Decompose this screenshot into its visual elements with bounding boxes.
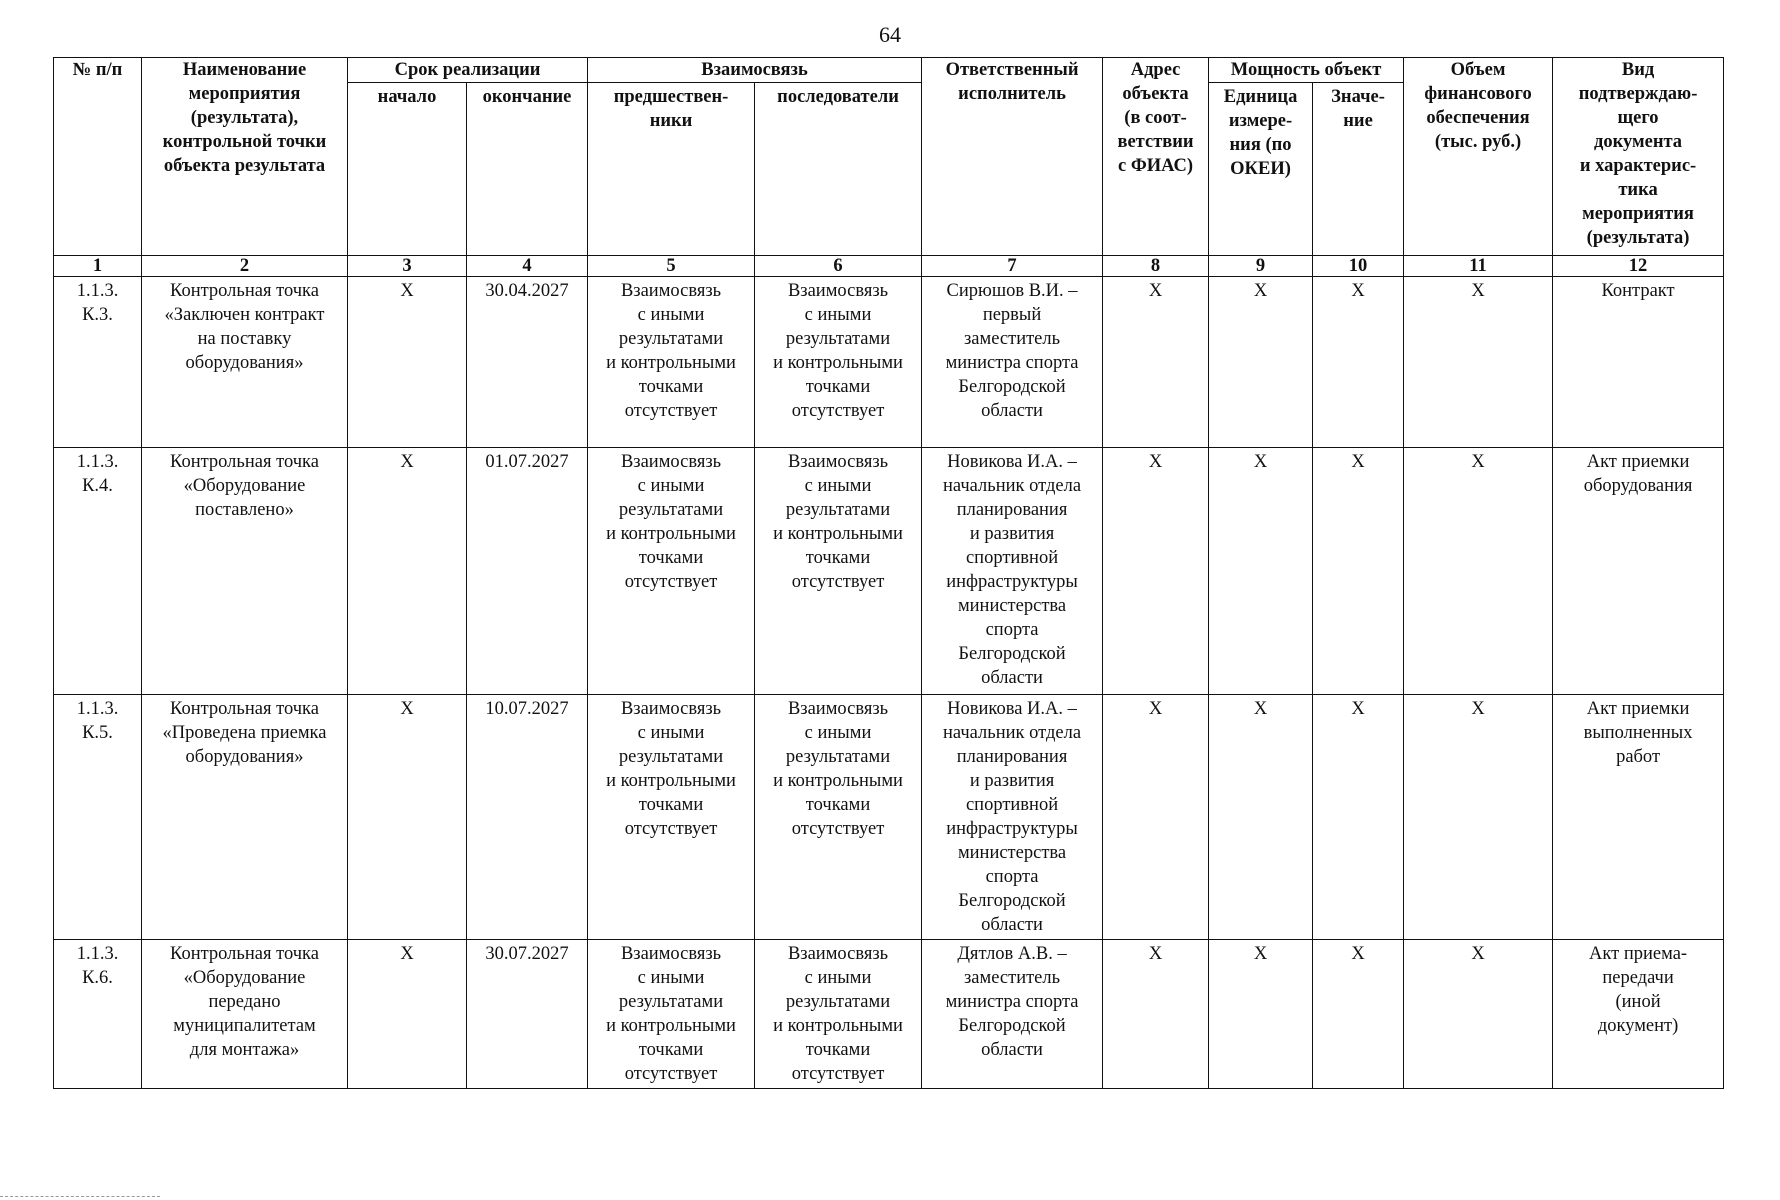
row-value: X [1313,695,1404,940]
row-start: X [348,695,467,940]
row-end: 30.04.2027 [467,277,588,448]
header-doc: Вид подтверждаю- щего документа и характерис- тика мероприятия (результата) [1553,58,1724,256]
row-predecessors: Взаимосвязь с иными результатами и контрольными точками отсутствует [588,277,755,448]
row-doc: Контракт [1553,277,1724,448]
row-end: 10.07.2027 [467,695,588,940]
column-number: 11 [1404,256,1553,277]
column-number: 5 [588,256,755,277]
row-value: X [1313,277,1404,448]
row-responsible: Дятлов А.В. – заместитель министра спорта Белгородской области [922,940,1103,1089]
column-number: 10 [1313,256,1404,277]
row-successors: Взаимосвязь с иными результатами и контрольными точками отсутствует [755,277,922,448]
header-successors: последователи [755,83,922,256]
header-unit: Единица измере- ния (по ОКЕИ) [1209,83,1313,256]
header-term: Срок реализации [348,58,588,83]
row-unit: X [1209,277,1313,448]
footer-divider [0,1196,160,1198]
row-successors: Взаимосвязь с иными результатами и контрольными точками отсутствует [755,695,922,940]
row-predecessors: Взаимосвязь с иными результатами и контрольными точками отсутствует [588,448,755,695]
row-unit: X [1209,695,1313,940]
row-address: X [1103,277,1209,448]
row-start: X [348,277,467,448]
row-finance: X [1404,448,1553,695]
row-predecessors: Взаимосвязь с иными результатами и контрольными точками отсутствует [588,695,755,940]
control-points-table [53,57,1724,1089]
row-name: Контрольная точка «Заключен контракт на поставку оборудования» [142,277,348,448]
row-num: 1.1.3. К.3. [54,277,142,448]
row-responsible: Сирюшов В.И. – первый заместитель министра спорта Белгородской области [922,277,1103,448]
header-capacity: Мощность объект [1209,58,1404,83]
row-doc: Акт приемки выполненных работ [1553,695,1724,940]
table-row [54,448,1724,695]
header-predecessors: предшествен- ники [588,83,755,256]
table-row [54,695,1724,940]
row-start: X [348,448,467,695]
header-responsible: Ответственный исполнитель [922,58,1103,256]
row-finance: X [1404,940,1553,1089]
column-number: 2 [142,256,348,277]
header-num: № п/п [54,58,142,256]
row-num: 1.1.3. К.5. [54,695,142,940]
row-address: X [1103,940,1209,1089]
column-number: 3 [348,256,467,277]
column-number-row [54,256,1724,277]
column-number: 1 [54,256,142,277]
column-number: 9 [1209,256,1313,277]
row-doc: Акт приемки оборудования [1553,448,1724,695]
header-relation: Взаимосвязь [588,58,922,83]
column-number: 12 [1553,256,1724,277]
table-row [54,277,1724,448]
row-address: X [1103,695,1209,940]
column-number: 6 [755,256,922,277]
row-finance: X [1404,695,1553,940]
row-responsible: Новикова И.А. – начальник отдела планирования и развития спортивной инфраструктуры министерства спорта Белгородской области [922,448,1103,695]
header-row-1 [54,58,1724,83]
table-row [54,940,1724,1089]
row-name: Контрольная точка «Оборудование передано муниципалитетам для монтажа» [142,940,348,1089]
row-end: 01.07.2027 [467,448,588,695]
row-predecessors: Взаимосвязь с иными результатами и контрольными точками отсутствует [588,940,755,1089]
row-unit: X [1209,448,1313,695]
row-name: Контрольная точка «Проведена приемка оборудования» [142,695,348,940]
row-address: X [1103,448,1209,695]
header-term-end: окончание [467,83,588,256]
header-name: Наименование мероприятия (результата), контрольной точки объекта результата [142,58,348,256]
row-start: X [348,940,467,1089]
row-end: 30.07.2027 [467,940,588,1089]
row-value: X [1313,448,1404,695]
row-name: Контрольная точка «Оборудование поставлено» [142,448,348,695]
row-value: X [1313,940,1404,1089]
row-num: 1.1.3. К.6. [54,940,142,1089]
row-unit: X [1209,940,1313,1089]
row-finance: X [1404,277,1553,448]
column-number: 8 [1103,256,1209,277]
header-value: Значе- ние [1313,83,1404,256]
column-number: 4 [467,256,588,277]
row-successors: Взаимосвязь с иными результатами и контрольными точками отсутствует [755,448,922,695]
header-address: Адрес объекта (в соот- ветствии с ФИАС) [1103,58,1209,256]
header-term-start: начало [348,83,467,256]
page-number: 64 [879,22,901,47]
row-doc: Акт приема- передачи (иной документ) [1553,940,1724,1089]
row-num: 1.1.3. К.4. [54,448,142,695]
column-number: 7 [922,256,1103,277]
header-finance: Объем финансового обеспечения (тыс. руб.) [1404,58,1553,256]
row-successors: Взаимосвязь с иными результатами и контрольными точками отсутствует [755,940,922,1089]
row-responsible: Новикова И.А. – начальник отдела планирования и развития спортивной инфраструктуры министерства спорта Белгородской области [922,695,1103,940]
